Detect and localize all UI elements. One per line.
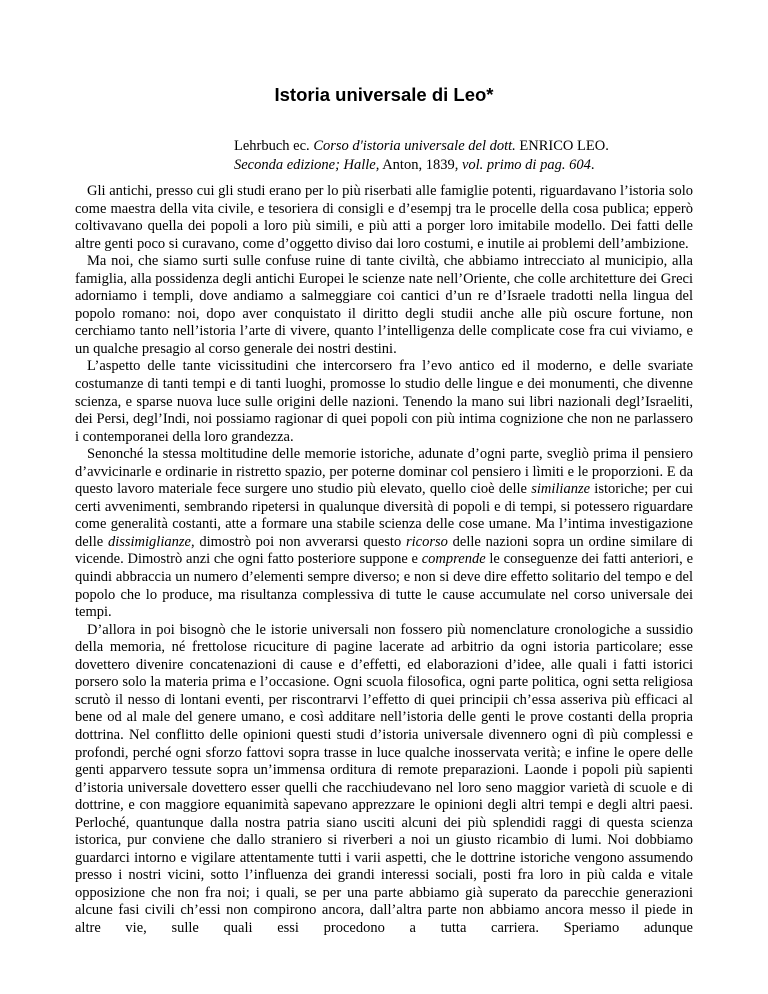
source-citation [234, 137, 693, 175]
paragraph-4-part-i: le conseguenze dei fatti anteriori, e quindi abbraccia un numero d’elementi sempre diverso; e non si deve dire effetto solitario del tempo e del popolo che lo produce, ma risultanza complessiva di tutte le cause accumulate nel corso universale dei tempi. [75, 551, 694, 621]
emphasis-ricorso: ricorso [405, 533, 448, 550]
emphasis-dissimiglianze: dissimiglianze [107, 533, 191, 550]
paragraph-4 [75, 446, 693, 621]
source-line-2 [234, 156, 693, 175]
paragraph-4-part-e: , dimostrò poi non avverarsi questo [190, 533, 406, 550]
emphasis-comprende: comprende [421, 551, 486, 568]
source-line-1 [234, 137, 693, 156]
source-edition: Seconda edizione; Halle, [234, 157, 380, 173]
paragraph-2: Ma noi, che siamo surti sulle confuse ruine di tante civiltà, che abbiamo intrecciato al municipio, alla famiglia, alla possidenza degli antichi Europei le scienze nate nell’Oriente, che colle architetture dei Greci adorniamo i templi, dove andiamo a salmeggiare coi cantici d’un re d’Israele tradotti nella lingua del popolo romano: noi, dopo aver conquistato il diritto degli studii anche alle più oscure fortune, non cerchiamo tanto nell’istoria l’arte di vivere, quanto l’intelligenza delle complicate cose fra cui viviamo, e un qualche presagio al corso generale dei nostri destini. [75, 253, 693, 357]
source-author: ENRICO LEO. [515, 138, 609, 154]
paragraph-4-part-c: istoriche; per cui certi avvenimenti, sembrando ripetersi in qualunque diversità di popoli e di tempi, si potessero riguardare come generalità costanti, atte a formare una stabile scienza delle cose umane. Ma l’intima investigazione delle [75, 481, 693, 550]
source-author-prefix: Lehrbuch ec. [234, 138, 314, 154]
emphasis-simiglianze: similianze [531, 481, 591, 498]
source-publisher: Anton, 1839, [379, 157, 462, 173]
article-body [75, 183, 693, 938]
page-title: Istoria universale di Leo* [274, 84, 494, 105]
source-volume: vol. primo di pag. 604 [461, 157, 591, 173]
source-period: . [590, 157, 595, 173]
paragraph-4-part-g: delle nazioni sopra un ordine similare di vicende. Dimostrò anzi che ogni fatto posteriore suppone e [75, 533, 693, 568]
source-title: Corso d'istoria universale del dott. [313, 138, 516, 154]
paragraph-3: L’aspetto delle tante vicissitudini che intercorsero fra l’evo antico ed il moderno, e delle svariate costumanze di tanti tempi e di tanti luoghi, promosse lo studio delle lingue e dei monumenti, che divenne scienza, e sparse nuova luce sulle origini delle nazioni. Tenendo la mano sui libri nazionali degl’Israeliti, dei Persi, degl’Indi, noi possiamo ragionar di quei popoli con più intima cognizione che non ne parlassero i contemporanei della loro grandezza. [75, 358, 693, 445]
paragraph-1: Gli antichi, presso cui gli studi erano per lo più riserbati alle famiglie potenti, riguardavano l’istoria solo come maestra della vita civile, e tesoriera di consigli e d’esempj tra le procelle della cosa publica; epperò coltivavano quella dei popoli a loro più simili, e più atti a porger loro imitabile modello. Dei fatti delle altre genti poco si curavano, come d’oggetto diviso dai loro costumi, e inutile ai problemi dell’ambizione. [75, 183, 693, 252]
paragraph-4-part-a: Senonché la stessa moltitudine delle memorie istoriche, adunate d’ogni parte, svegliò prima il pensiero d’avvicinarle e ordinarie in ristretto spazio, per poterne dominar col pensiero i lìmiti e le proporzioni. E da questo lavoro materiale fece surgere uno studio più elevato, quello cioè delle [75, 446, 693, 498]
paragraph-5: D’allora in poi bisognò che le istorie universali non fossero più nomenclature cronologiche a sussidio della memoria, né frettolose ricuciture di pagine lacerate ad arbitrio da ogni istoria particolare; esse dovettero divenire concatenazioni di cause e d’effetti, ed elaborazioni d’idee, alle quali i fatti istorici porsero solo la materia prima e l’occasione. Ogni scuola filosofica, ogni parte politica, ogni setta religiosa scrutò il nesso di lontani eventi, per riscontrarvi l’effetto di quei principii ch’essa asseriva più efficaci al bene od al male del genere umano, e così additare nell’istoria delle genti le prove costanti della propria dottrina. Nel conflitto delle opinioni questi studi d’istoria universale divennero ogni dì più complessi e profondi, perché ogni sforzo fattovi sopra trasse in luce qualche inosservata verità; e infine le opere delle genti apparvero tessute sopra un’immensa orditura di remote preparazioni. Laonde i popoli più sapienti d’istoria universale dovettero esser quelli che racchiudevano nel loro seno maggior varietà di scuole e di dottrine, e con maggiore equanimità sapevano apprezzare le opinioni degli altri tempi e degli altri paesi. Perloché, quantunque dalla nostra patria siano usciti alcuni dei più splendidi raggi di questa scienza istorica, pur conviene che dallo straniero si riverberi a noi un giusto ricambio di lumi. Noi dobbiamo guardarci intorno e vigilare attentamente tutti i varii aspetti, che le dottrine istoriche vengono assumendo presso i nostri vicini, sotto l’influenza dei grandi interessi sociali, posti fra loro in più calda e vitale opposizione che non fra noi; i quali, se per una parte abbiamo già superato da parecchie generazioni alcune fasi civili ch’essi non compirono ancora, dall’altra parte non abbiamo ancora messo il piede in altre vie, sulle quali essi procedono a tutta carriera. Speriamo adunque [75, 621, 693, 936]
